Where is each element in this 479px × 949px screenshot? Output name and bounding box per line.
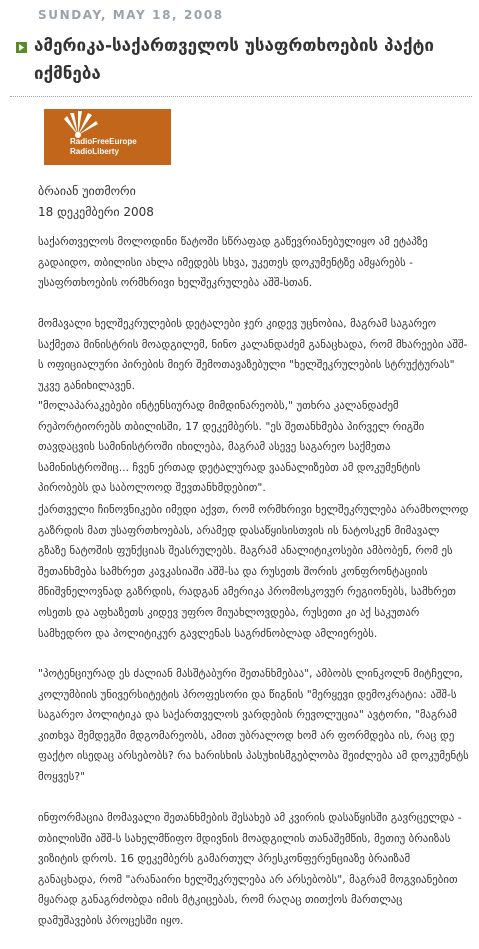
post-title-row xyxy=(14,32,474,88)
post-paragraph: "პოტენციურად ეს ძალიან მასშტაბური შეთანხმებაა", ამბობს ლინკოლნ მიტჩელი, კოლუმბიის უნივერსიტეტის პროფესორი და წიგნის "მერყევი დემოკრატია: აშშ-ს საგარეო პოლიტიკა და საქართველოს ვარდების რევოლუცია" ავტორი, "მაგრამ კითხვა შემდეგში მდგომარეობს, ამით უბრალოდ ხომ არ ფორმდება ის, რაც დე ფაქტო ისედაც არსებობს? რა ხარისხის პასუხისმგებლობა შეიძლება ამ დოკუმენტს მოყვეს?" xyxy=(38,667,469,783)
post-paragraph: "მოლაპარაკებები ინტენსიურად მიმდინარეობს," უთხრა კალანდაძემ რეპორტიორებს თბილისში, 17 დეკემბერს. "ეს შეთანხმება პირველ რიგში თავდაცვის სამინისტროში იხილება, მაგრამ ასევე საგარეო საქმეთა სამინისტროშიც... ჩვენ ერთად დეტალურად ვაანალიზებთ ამ დოკუმენტის პირობებს და საბოლოოდ შევთანხმდებით". xyxy=(38,399,425,495)
title-bullet-icon xyxy=(16,42,27,53)
date-header: SUNDAY, MAY 18, 2008 xyxy=(38,8,224,22)
post-paragraph: საქართველოს მოლოდინი წატოში სწრაფად გაწევრიანებულიყო ამ ეტაპზე გადაიდო, თბილისი ახლა იმედებს სხვა, უკეთეს დოკუმენტზე ამყარებს - უსაფრთხოების ორმხრივი ხელშეკრულება აშშ-სთან. xyxy=(38,235,428,290)
post-paragraph: ინფორმაცია მომავალი შეთანხმების შესახებ ამ კვირის დასაწყისში გავრცელდა - თბილისში აშშ-ს სახელმწიფო მდივნის მოადგილის თანაშემწის, მეთიუ ბრაიზას ვიზიტის დროს. 16 დეკემბერს გამართულ პრესკონფერენციაზე ბრაიზამ განაცხადა, რომ "არანაირი ხელშეკრულება არ არსებობს", მაგრამ მოგვიანებით მყარად განაგრძობდა იმის მტკიცებას, რომ რაღაც თითქოს მართლაც დამუშავების პროცესში იყო. xyxy=(38,811,462,927)
title-divider xyxy=(10,96,472,97)
post-paragraph: მომავალი ხელშეკრულების დეტალები ჯერ კიდევ უცნობია, მაგრამ საგარეო საქმეთა მინისტრის მოადგილემ, ნინო კალანდაძემ განაცხადა, რომ მხარეები აშშ-ს ოფიციალური პირების მიერ შემოთავაზებული "ხელშეკრულების სტრუქტურას" უკვე განიხილავენ. xyxy=(38,317,468,392)
rferl-logo xyxy=(44,109,171,165)
post-paragraph: ქართველი ჩინოვნიკები იმედი აქვთ, რომ ორმხრივი ხელშეკრულება არამხოლოდ გაზრდის მათ უსაფრთხოებას, არამედ დასაწყისისთვის ის ნატოსკენ მიმავალ გზაზე ნატოშის ფუნქციას შეასრულებს. მაგრამ ანალიტიკოსები ამბობენ, რომ ეს შეთანხმება სამხრეთ კავკასიაში აშშ-სა და რუსეთს შორის კონფრონტაციის მნიშვნელოვნად გაზრდის, რადგან ამერიკა პრომოსკოვურ რეგიონებს, სამხრეთ ოსეთს და აფხაზეთს კიდევ უფრო მიუახლოვდება, რუსეთი კი აქ საკუთარ სამხედრო და პოლიტიკურ გავლენას საგრძნობლად ამლიერებს. xyxy=(38,503,469,640)
post-title[interactable]: ამერიკა-საქართველოს უსაფრთხოების პაქტი იქმნება xyxy=(34,36,434,84)
post-date: 18 დეკემბერი 2008 xyxy=(38,205,154,219)
blog-post xyxy=(14,32,474,88)
byline xyxy=(38,181,154,223)
logo-text: RadioFreeEurope RadioLiberty xyxy=(70,137,137,156)
author-name: ბრაიან უითმორი xyxy=(38,184,136,198)
